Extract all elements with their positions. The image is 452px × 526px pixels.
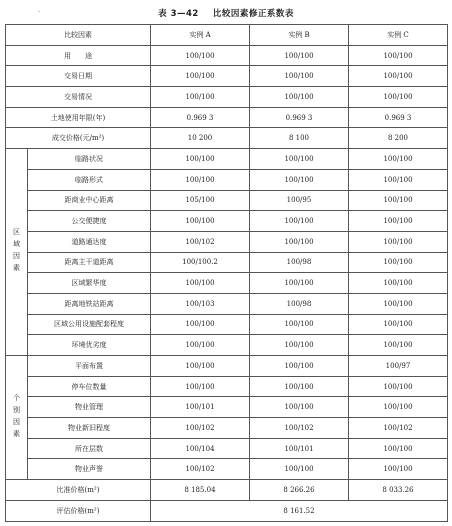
case-b-value: 100/102 [250, 418, 349, 439]
case-b-value: 100/100 [250, 45, 349, 66]
case-a-value: 100/103 [151, 293, 250, 314]
header-case-a: 实例 A [151, 25, 250, 46]
case-c-value: 100/100 [349, 66, 448, 87]
table-row [6, 335, 448, 356]
corner-mark: · [38, 8, 41, 16]
case-b-value: 100/100 [250, 459, 349, 480]
case-c-value: 100/100 [349, 45, 448, 66]
case-b-value: 100/101 [250, 438, 349, 459]
case-a-value: 100/100 [151, 211, 250, 232]
case-a-value: 100/100 [151, 335, 250, 356]
factor-label: 交易情况 [6, 87, 151, 108]
case-a-value: 10 200 [151, 128, 250, 149]
case-a-value: 100/102 [151, 418, 250, 439]
case-c-value: 100/100 [349, 87, 448, 108]
factor-label: 成交价格(元/m²) [6, 128, 151, 149]
factor-label: 距离地铁站距离 [28, 293, 151, 314]
table-row [6, 211, 448, 232]
case-a-value: 100/100 [151, 273, 250, 294]
comparable-price-label: 比准价格(m²) [6, 480, 151, 501]
factor-label: 物业管理 [28, 397, 151, 418]
individual-factors-group-label: 个别因素 [6, 356, 28, 480]
case-b-value: 100/100 [250, 149, 349, 170]
appraised-price-value: 8 161.52 [151, 500, 448, 521]
factor-label: 用 途 [6, 45, 151, 66]
case-c-value: 100/100 [349, 169, 448, 190]
table-number: 表 3—42 [158, 9, 199, 19]
case-b-value: 100/100 [250, 397, 349, 418]
header-case-b: 实例 B [250, 25, 349, 46]
factor-label: 区域繁华度 [28, 273, 151, 294]
case-a-value: 100/100 [151, 169, 250, 190]
table-body [6, 25, 448, 522]
comparable-price-row [6, 480, 448, 501]
case-b-value: 0.969 3 [250, 107, 349, 128]
case-c-value: 100/100 [349, 438, 448, 459]
factor-label: 距离主干道距离 [28, 252, 151, 273]
factor-label: 停车位数量 [28, 376, 151, 397]
case-c-value: 100/100 [349, 149, 448, 170]
table-row [6, 459, 448, 480]
case-c-value: 100/100 [349, 397, 448, 418]
factor-label: 道路通达度 [28, 231, 151, 252]
case-a-value: 0.969 3 [151, 107, 250, 128]
case-a-value: 100/100.2 [151, 252, 250, 273]
case-a-value: 100/104 [151, 438, 250, 459]
case-c-value: 100/97 [349, 356, 448, 377]
case-b-value: 100/100 [250, 356, 349, 377]
case-b-value: 100/100 [250, 66, 349, 87]
case-b-value: 100/98 [250, 293, 349, 314]
case-b-value: 100/100 [250, 273, 349, 294]
case-b-value: 100/100 [250, 335, 349, 356]
case-b-value: 100/100 [250, 231, 349, 252]
case-a-value: 100/102 [151, 231, 250, 252]
case-a-value: 100/102 [151, 459, 250, 480]
table-row [6, 107, 448, 128]
case-a-value: 100/100 [151, 87, 250, 108]
comparable-price-b: 8 266.26 [250, 480, 349, 501]
factor-label: 物业声誉 [28, 459, 151, 480]
case-c-value: 100/100 [349, 459, 448, 480]
table-row [6, 169, 448, 190]
case-c-value: 100/100 [349, 273, 448, 294]
factor-label: 交易日期 [6, 66, 151, 87]
case-b-value: 100/98 [250, 252, 349, 273]
table-caption [0, 7, 452, 19]
case-c-value: 100/100 [349, 252, 448, 273]
table-row [6, 149, 448, 170]
case-a-value: 100/100 [151, 66, 250, 87]
case-b-value: 100/100 [250, 87, 349, 108]
table-row [6, 252, 448, 273]
factor-label: 区域公用设施配套程度 [28, 314, 151, 335]
table-row [6, 438, 448, 459]
regional-factors-group-label: 区域因素 [6, 149, 28, 356]
factor-label: 临路状况 [28, 149, 151, 170]
case-a-value: 105/100 [151, 190, 250, 211]
case-c-value: 100/100 [349, 376, 448, 397]
factor-label: 物业新旧程度 [28, 418, 151, 439]
table-row [6, 314, 448, 335]
case-c-value: 100/100 [349, 314, 448, 335]
case-a-value: 100/100 [151, 314, 250, 335]
case-b-value: 100/100 [250, 169, 349, 190]
factor-label: 土地使用年限(年) [6, 107, 151, 128]
table-row [6, 376, 448, 397]
table-row [6, 356, 448, 377]
case-a-value: 100/100 [151, 45, 250, 66]
case-a-value: 100/101 [151, 397, 250, 418]
case-a-value: 100/100 [151, 356, 250, 377]
table-title: 比较因素修正系数表 [212, 9, 294, 19]
case-b-value: 100/100 [250, 376, 349, 397]
appraised-price-row [6, 500, 448, 521]
case-c-value: 100/100 [349, 335, 448, 356]
case-c-value: 8 200 [349, 128, 448, 149]
case-c-value: 100/100 [349, 211, 448, 232]
factor-label: 距商业中心距离 [28, 190, 151, 211]
table-row [6, 87, 448, 108]
header-row [6, 25, 448, 46]
case-c-value: 100/100 [349, 231, 448, 252]
table-row [6, 273, 448, 294]
table-row [6, 128, 448, 149]
table-row [6, 66, 448, 87]
comparable-price-c: 8 033.26 [349, 480, 448, 501]
table-row [6, 418, 448, 439]
table-row [6, 293, 448, 314]
case-c-value: 0.969 3 [349, 107, 448, 128]
case-a-value: 100/100 [151, 149, 250, 170]
case-c-value: 100/102 [349, 418, 448, 439]
case-b-value: 8 100 [250, 128, 349, 149]
case-a-value: 100/100 [151, 376, 250, 397]
factor-label: 环境优劣度 [28, 335, 151, 356]
factor-label: 平面布置 [28, 356, 151, 377]
case-b-value: 100/95 [250, 190, 349, 211]
table-row [6, 45, 448, 66]
case-c-value: 100/100 [349, 293, 448, 314]
case-c-value: 100/100 [349, 190, 448, 211]
factor-label: 公交便捷度 [28, 211, 151, 232]
header-factor: 比较因素 [6, 25, 151, 46]
case-b-value: 100/100 [250, 211, 349, 232]
table-row [6, 231, 448, 252]
appraised-price-label: 评估价格(m²) [6, 500, 151, 521]
correction-factor-table [5, 24, 448, 522]
header-case-c: 实例 C [349, 25, 448, 46]
factor-label: 所在层数 [28, 438, 151, 459]
case-b-value: 100/100 [250, 314, 349, 335]
table-row [6, 397, 448, 418]
comparable-price-a: 8 185.04 [151, 480, 250, 501]
factor-label: 临路形式 [28, 169, 151, 190]
table-row [6, 190, 448, 211]
